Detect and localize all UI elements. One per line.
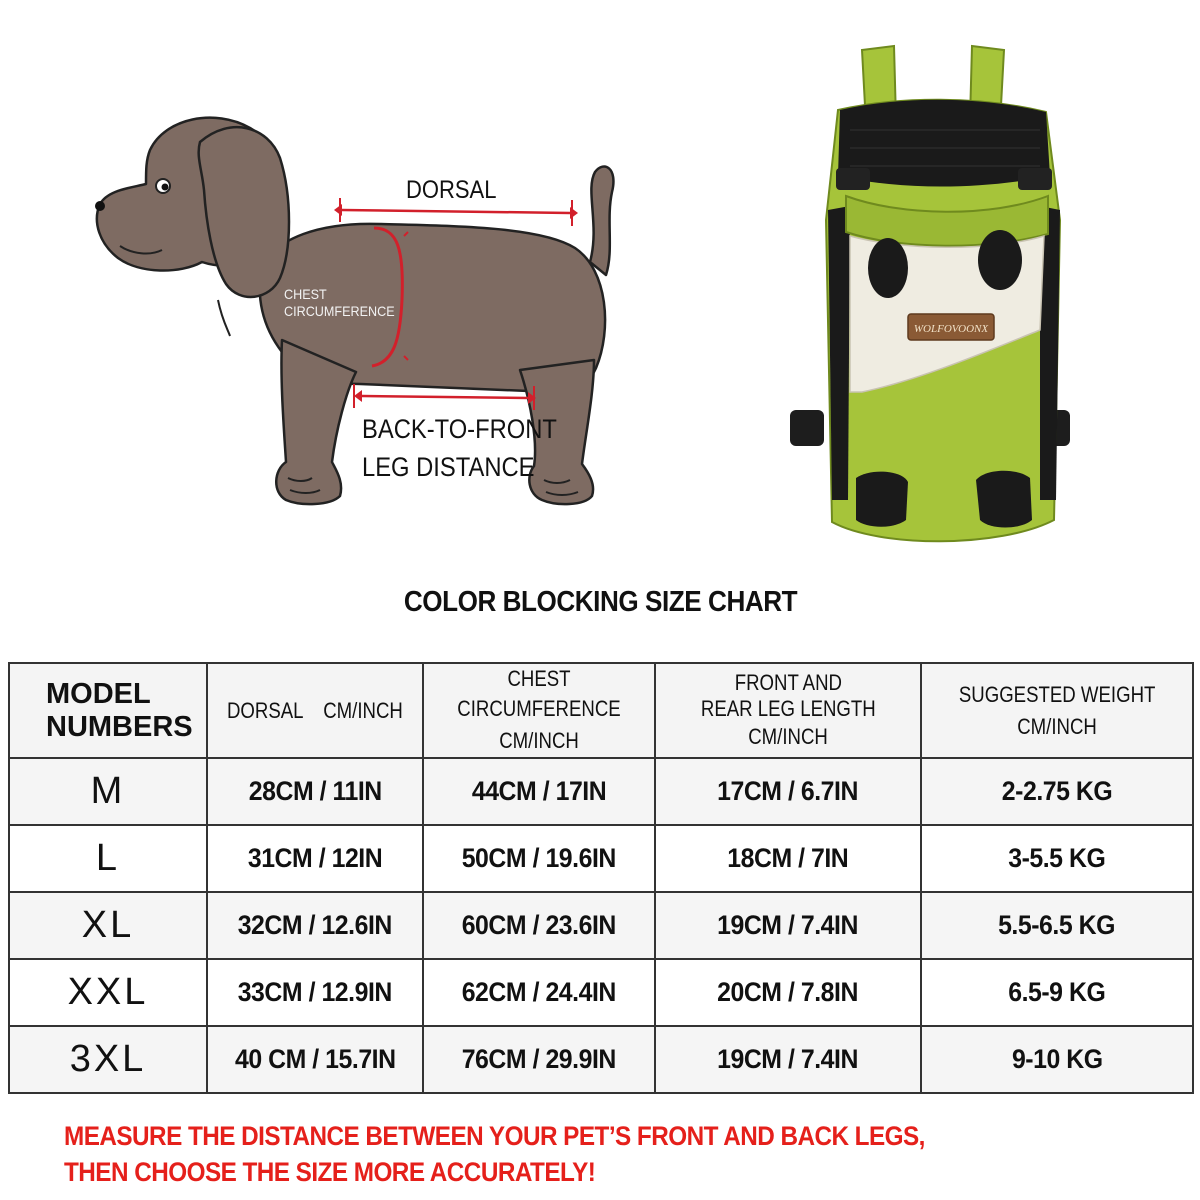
note-line2: THEN CHOOSE THE SIZE MORE ACCURATELY! xyxy=(64,1157,596,1187)
leg-cell xyxy=(655,825,921,892)
header-chest-unit: CM/INCH xyxy=(499,728,579,753)
table-header-row xyxy=(9,663,1193,758)
chest-circumference-label xyxy=(284,286,395,320)
weight-value: 3-5.5 KG xyxy=(1008,843,1106,873)
header-leg-title-line1: FRONT AND xyxy=(734,669,842,695)
header-leg-length xyxy=(655,663,921,758)
chest-value: 50CM / 19.6IN xyxy=(461,843,617,873)
measurement-note xyxy=(64,1118,1021,1190)
chest-cell xyxy=(423,825,655,892)
leg-cell xyxy=(655,892,921,959)
header-model-line2: NUMBERS xyxy=(46,710,193,743)
pet-carrier-backpack-image xyxy=(770,40,1110,560)
leg-cell xyxy=(655,1026,921,1093)
dorsal-label: DORSAL xyxy=(406,176,497,204)
size-chart-table xyxy=(8,662,1194,1094)
chest-value: 62CM / 24.4IN xyxy=(461,977,617,1007)
dorsal-value: 31CM / 12IN xyxy=(247,843,383,873)
weight-cell xyxy=(921,825,1193,892)
dog-pupil xyxy=(162,184,169,191)
dorsal-value: 28CM / 11IN xyxy=(248,776,382,806)
dorsal-cell xyxy=(207,959,423,1026)
header-weight-unit: CM/INCH xyxy=(1017,713,1097,739)
header-leg-unit: CM/INCH xyxy=(748,723,828,749)
header-model-numbers xyxy=(9,663,207,758)
chest-cell xyxy=(423,758,655,825)
leg-value: 18CM / 7IN xyxy=(727,843,849,873)
weight-value: 5.5-6.5 KG xyxy=(998,910,1116,940)
chest-value: 76CM / 29.9IN xyxy=(461,1044,617,1074)
weight-cell xyxy=(921,758,1193,825)
table-row xyxy=(9,959,1193,1026)
size-chart-title-text: COLOR BLOCKING SIZE CHART xyxy=(403,586,797,618)
leg-cell xyxy=(655,758,921,825)
chest-label-line2: CIRCUMFERENCE xyxy=(284,303,395,319)
header-model-line1: MODEL xyxy=(46,677,151,710)
chest-cell xyxy=(423,892,655,959)
table-row xyxy=(9,825,1193,892)
dorsal-cell xyxy=(207,1026,423,1093)
header-leg-title-line2: REAR LEG LENGTH xyxy=(700,695,876,721)
table-row xyxy=(9,758,1193,825)
chest-cell xyxy=(423,1026,655,1093)
chest-value: 60CM / 23.6IN xyxy=(461,910,617,940)
header-suggested-weight xyxy=(921,663,1193,758)
weight-cell xyxy=(921,1026,1193,1093)
weight-value: 9-10 KG xyxy=(1011,1044,1103,1074)
dorsal-value: 40 CM / 15.7IN xyxy=(234,1044,396,1074)
dorsal-value: 32CM / 12.6IN xyxy=(237,910,393,940)
leg-distance-label-line2: LEG DISTANCE xyxy=(362,452,535,482)
chest-cell xyxy=(423,959,655,1026)
table-row xyxy=(9,1026,1193,1093)
header-weight-title: SUGGESTED WEIGHT xyxy=(958,681,1156,707)
weight-value: 6.5-9 KG xyxy=(1008,977,1106,1007)
chest-value: 44CM / 17IN xyxy=(471,776,607,806)
size-cell: M xyxy=(9,758,207,825)
header-chest-title: CHEST CIRCUMFERENCE xyxy=(457,666,621,721)
weight-value: 2-2.75 KG xyxy=(1001,776,1113,806)
size-chart-title xyxy=(0,586,1200,619)
dog-nose xyxy=(95,201,105,211)
header-dorsal xyxy=(207,663,423,758)
leg-value: 19CM / 7.4IN xyxy=(717,910,859,940)
size-cell: XL xyxy=(9,892,207,959)
dorsal-cell xyxy=(207,758,423,825)
leg-value: 20CM / 7.8IN xyxy=(717,977,859,1007)
header-chest-circumference xyxy=(423,663,655,758)
dorsal-cell xyxy=(207,892,423,959)
weight-cell xyxy=(921,892,1193,959)
leg-value: 17CM / 6.7IN xyxy=(717,776,859,806)
weight-cell xyxy=(921,959,1193,1026)
dorsal-value: 33CM / 12.9IN xyxy=(237,977,393,1007)
brand-tag-text: WOLFOVOONX xyxy=(913,323,989,335)
leg-distance-label-line1: BACK-TO-FRONT xyxy=(362,414,557,444)
leg-cell xyxy=(655,959,921,1026)
size-cell: XXL xyxy=(9,959,207,1026)
chest-label-line1: CHEST xyxy=(284,286,327,302)
table-row xyxy=(9,892,1193,959)
leg-value: 19CM / 7.4IN xyxy=(717,1044,859,1074)
dorsal-cell xyxy=(207,825,423,892)
note-line1: MEASURE THE DISTANCE BETWEEN YOUR PET’S FRONT AND BACK LEGS, xyxy=(64,1121,925,1151)
size-cell: 3XL xyxy=(9,1026,207,1093)
header-dorsal-title: DORSAL xyxy=(226,697,304,723)
size-cell: L xyxy=(9,825,207,892)
header-dorsal-unit: CM/INCH xyxy=(323,697,404,723)
